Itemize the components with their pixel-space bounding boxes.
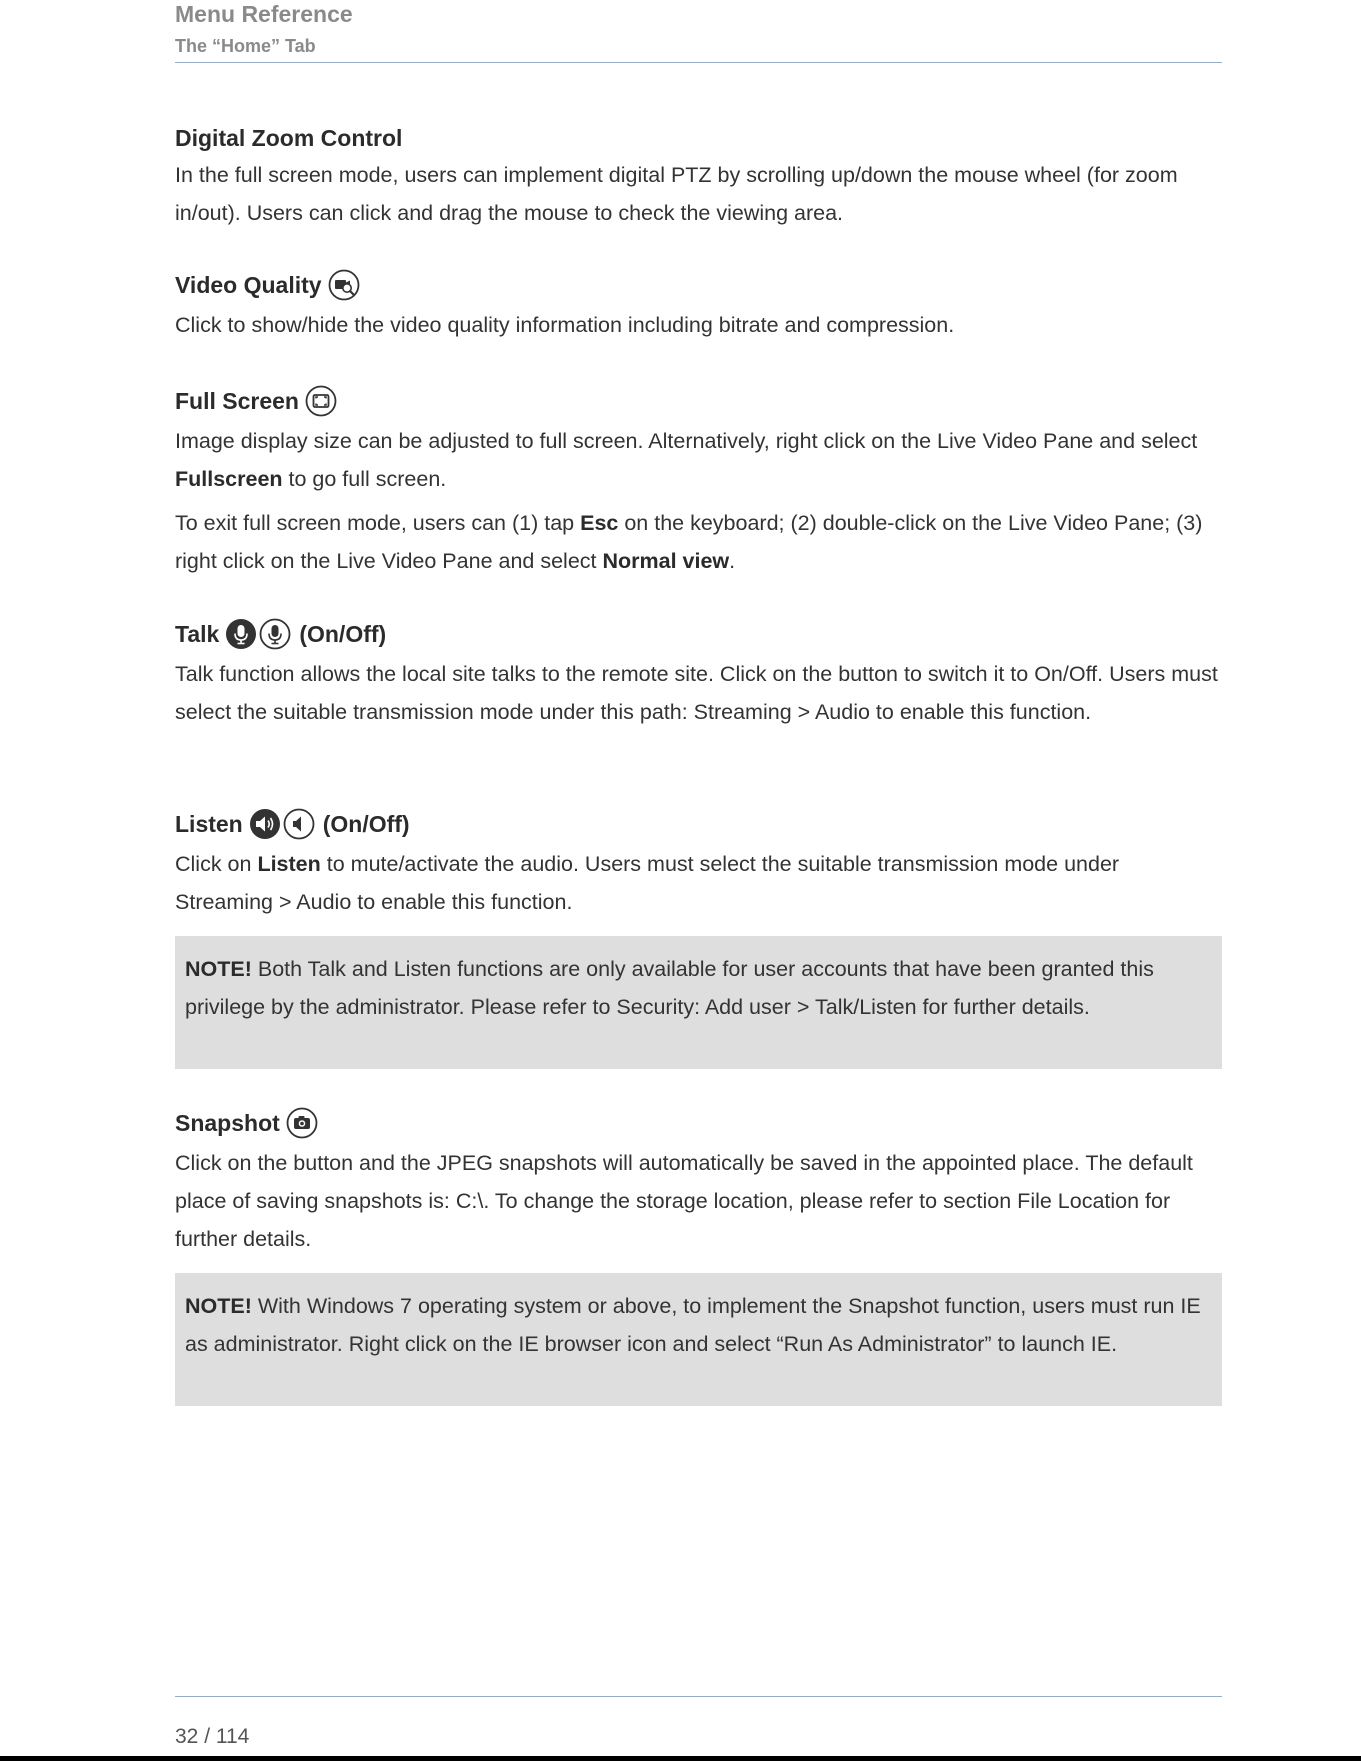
camera-icon xyxy=(286,1107,318,1139)
note-label: NOTE! xyxy=(185,957,252,981)
paragraph-full-screen-1 xyxy=(175,422,1222,498)
section-digital-zoom xyxy=(175,123,1222,232)
microphone-on-icon xyxy=(225,618,257,650)
document-page xyxy=(175,0,1222,1761)
heading-talk xyxy=(175,619,1222,649)
note-talk-listen-text xyxy=(185,950,1212,1026)
paragraph-snapshot: Click on the button and the JPEG snapshots will automatically be saved in the appointed place. The default place of saving snapshots is: C:\. To change the storage location, please refer to section File Location for further details. xyxy=(175,1151,1193,1251)
note-label: NOTE! xyxy=(185,1294,252,1318)
note-snapshot-text xyxy=(185,1287,1212,1363)
heading-video-quality-text: Video Quality xyxy=(175,272,322,298)
full-screen-p2-text-c: . xyxy=(729,549,736,573)
heading-snapshot-text: Snapshot xyxy=(175,1110,280,1136)
listen-p-text-a: Click on xyxy=(175,852,258,876)
video-quality-icon-group xyxy=(328,269,360,301)
heading-snapshot xyxy=(175,1108,1222,1138)
full-screen-p2-bold-esc: Esc xyxy=(580,511,619,535)
page-number: 32 / 114 xyxy=(175,1725,250,1748)
note-snapshot xyxy=(175,1273,1222,1406)
full-screen-p1-bold: Fullscreen xyxy=(175,467,283,491)
heading-digital-zoom xyxy=(175,123,1222,153)
note-talk-listen xyxy=(175,936,1222,1069)
note-talk-listen-body: Both Talk and Listen functions are only available for user accounts that have been granted this privilege by the administrator. Please refer to Security: Add user > Talk/Listen for further details. xyxy=(185,957,1154,1019)
header-subtitle: The “Home” Tab xyxy=(175,36,316,56)
section-snapshot xyxy=(175,1108,1222,1258)
full-screen-p1-text-a: Image display size can be adjusted to full screen. Alternatively, right click on the Live Video Pane and select xyxy=(175,429,1198,453)
fullscreen-icon-group xyxy=(305,385,337,417)
talk-icon-group xyxy=(225,618,291,650)
footer-divider xyxy=(175,1696,1222,1697)
paragraph-listen xyxy=(175,845,1222,921)
heading-talk-text: Talk xyxy=(175,621,220,647)
speaker-on-icon xyxy=(249,808,281,840)
heading-digital-zoom-text: Digital Zoom Control xyxy=(175,125,403,151)
section-video-quality xyxy=(175,270,1222,344)
full-screen-p1-text-b: to go full screen. xyxy=(282,467,447,491)
listen-p-bold: Listen xyxy=(257,852,321,876)
note-snapshot-body: With Windows 7 operating system or above, to implement the Snapshot function, users must run IE as administrator. Right click on the IE browser icon and select “Run As Administrator” to launch IE. xyxy=(185,1294,1201,1356)
heading-talk-suffix: (On/Off) xyxy=(299,621,387,647)
speaker-off-icon xyxy=(283,808,315,840)
heading-full-screen-text: Full Screen xyxy=(175,388,299,414)
heading-listen xyxy=(175,809,1222,839)
section-listen xyxy=(175,809,1222,921)
section-full-screen xyxy=(175,386,1222,580)
running-header xyxy=(175,0,1222,63)
video-quality-icon xyxy=(328,269,360,301)
paragraph-digital-zoom: In the full screen mode, users can implement digital PTZ by scrolling up/down the mouse wheel (for zoom in/out). Users can click and drag the mouse to check the viewing area. xyxy=(175,163,1178,225)
section-talk xyxy=(175,619,1222,731)
full-screen-p2-text-b: on the keyboard; (2) double-click on the Live Video Pane; (3) right click on the Live Video Pane and select xyxy=(175,511,1203,573)
listen-p-text-b: to mute/activate the audio. Users must select the suitable transmission mode under Streaming > Audio to enable this function. xyxy=(175,852,1120,914)
heading-listen-text: Listen xyxy=(175,811,243,837)
paragraph-video-quality: Click to show/hide the video quality information including bitrate and compression. xyxy=(175,313,955,337)
full-screen-p2-bold-normal-view: Normal view xyxy=(602,549,730,573)
paragraph-talk: Talk function allows the local site talks to the remote site. Click on the button to switch it to On/Off. Users must select the suitable transmission mode under this path: Streaming > Audio to enable this function. xyxy=(175,662,1218,724)
snapshot-icon-group xyxy=(286,1107,318,1139)
bottom-edge-bar xyxy=(0,1756,1361,1761)
full-screen-p2-text-a: To exit full screen mode, users can (1) tap xyxy=(175,511,581,535)
fullscreen-icon xyxy=(305,385,337,417)
listen-icon-group xyxy=(249,808,315,840)
microphone-off-icon xyxy=(259,618,291,650)
heading-listen-suffix: (On/Off) xyxy=(322,811,410,837)
header-title: Menu Reference xyxy=(175,1,353,27)
heading-video-quality xyxy=(175,270,1222,300)
paragraph-full-screen-2 xyxy=(175,504,1222,580)
heading-full-screen xyxy=(175,386,1222,416)
